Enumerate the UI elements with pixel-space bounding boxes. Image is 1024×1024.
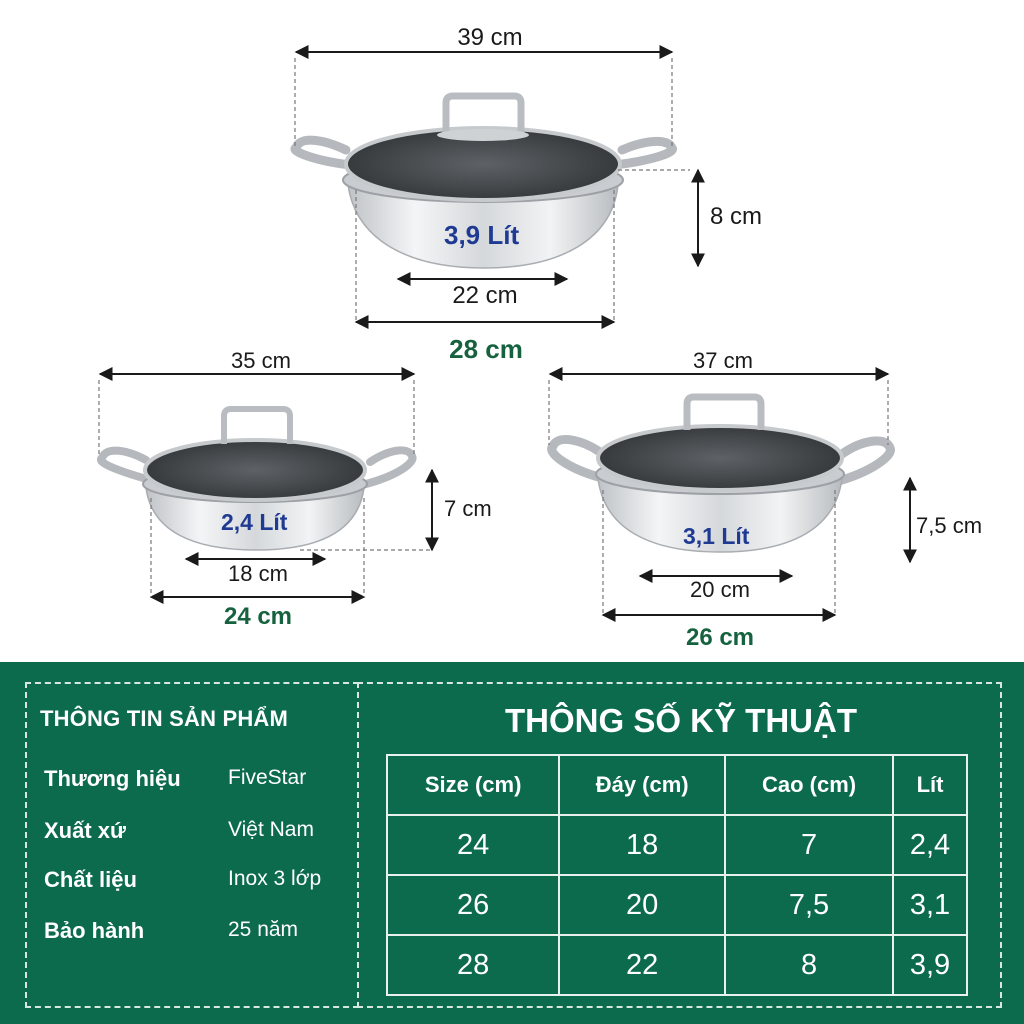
spec-cell: 28	[387, 935, 559, 995]
spec-cell: 3,9	[893, 935, 967, 995]
small-bottom-label: 18 cm	[228, 561, 288, 586]
spec-header-cell: Cao (cm)	[725, 755, 893, 815]
spec-cell: 3,1	[893, 875, 967, 935]
info-key: Xuất xứ	[44, 818, 126, 843]
info-value: FiveStar	[228, 766, 307, 789]
info-row-material	[44, 867, 344, 897]
table-row	[387, 935, 967, 995]
medium-bottom-label: 20 cm	[690, 577, 750, 602]
info-value: 25 năm	[228, 918, 299, 941]
spec-panel	[0, 662, 1024, 1024]
small-height-label: 7 cm	[444, 496, 492, 521]
small-volume-label: 2,4 Lít	[221, 509, 288, 535]
info-key: Chất liệu	[44, 867, 137, 892]
spec-header-cell: Lít	[893, 755, 967, 815]
medium-diameter-label: 26 cm	[685, 624, 755, 651]
spec-cell: 18	[559, 815, 725, 875]
info-value: Inox 3 lớp	[228, 867, 322, 890]
info-row-warranty	[44, 918, 344, 948]
spec-cell: 8	[725, 935, 893, 995]
spec-cell: 2,4	[893, 815, 967, 875]
info-row-brand	[44, 766, 344, 796]
large-height-label: 8 cm	[710, 203, 763, 230]
spec-title: THÔNG SỐ KỸ THUẬT	[505, 702, 857, 739]
table-row	[387, 875, 967, 935]
spec-cell: 26	[387, 875, 559, 935]
info-title: THÔNG TIN SẢN PHẨM	[40, 706, 289, 731]
medium-volume-label: 3,1 Lít	[683, 523, 750, 549]
large-volume-label: 3,9 Lít	[444, 220, 520, 250]
medium-height-label: 7,5 cm	[916, 513, 983, 538]
spec-header-cell: Đáy (cm)	[559, 755, 725, 815]
info-key: Thương hiệu	[44, 766, 181, 791]
small-width-label: 35 cm	[231, 348, 291, 373]
spec-table	[386, 754, 968, 996]
large-bottom-label: 22 cm	[452, 282, 518, 309]
spec-cell: 20	[559, 875, 725, 935]
info-key: Bảo hành	[44, 918, 145, 943]
spec-header-row	[387, 755, 967, 815]
spec-cell: 24	[387, 815, 559, 875]
small-diameter-label: 24 cm	[223, 603, 293, 630]
spec-cell: 22	[559, 935, 725, 995]
info-row-origin	[44, 818, 344, 848]
spec-header-cell: Size (cm)	[387, 755, 559, 815]
spec-cell: 7,5	[725, 875, 893, 935]
table-row	[387, 815, 967, 875]
spec-cell: 7	[725, 815, 893, 875]
large-width-label: 39 cm	[457, 24, 523, 51]
large-diameter-label: 28 cm	[449, 334, 523, 364]
info-value: Việt Nam	[228, 818, 314, 841]
medium-width-label: 37 cm	[693, 348, 753, 373]
